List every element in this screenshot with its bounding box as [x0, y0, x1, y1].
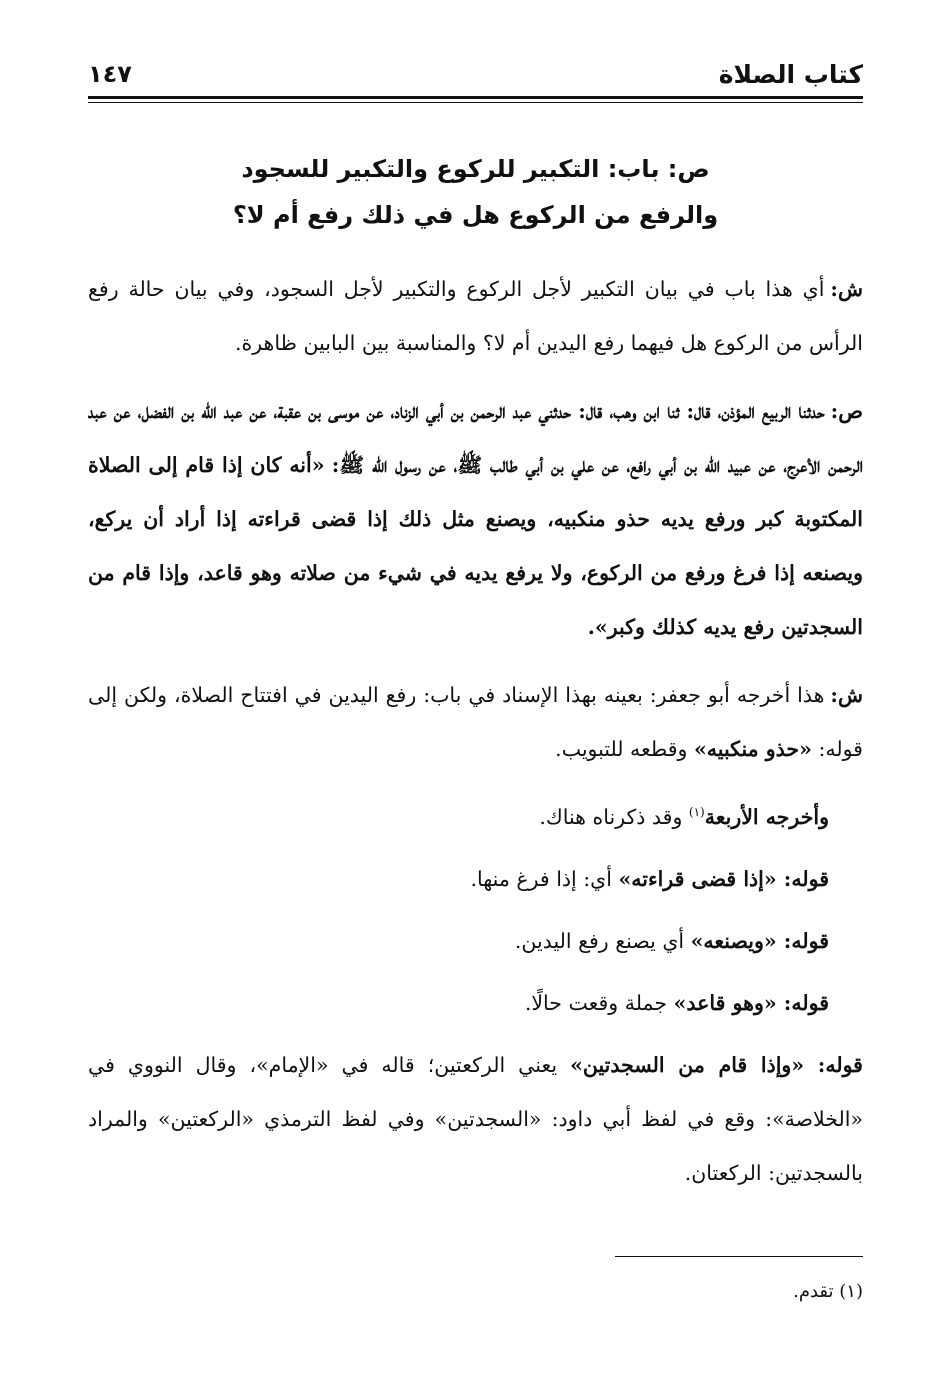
footnote: (١) تقدم. — [793, 1281, 863, 1302]
bold-phrase: وأخرجه الأربعة — [704, 805, 829, 829]
book-title: كتاب الصلاة — [718, 59, 863, 89]
footnote-ref: (١) — [688, 805, 705, 820]
header-rule-thick — [88, 96, 863, 99]
paragraph-text: وقد ذكرناه هناك. — [539, 805, 683, 829]
paragraph-text: جملة وقعت حالًا. — [524, 991, 668, 1015]
heading-line-2: والرفع من الركوع هل في ذلك رفع أم لا؟ — [232, 201, 719, 229]
paragraph-text: هذا أخرجه أبو جعفر: بعينه بهذا الإسناد في باب: رفع اليدين في افتتاح الصلاة، ولكن إلى قوله: — [88, 683, 863, 761]
paragraph-explanation-3 — [88, 976, 863, 1030]
bold-phrase: قوله: «ويصنعه» — [690, 929, 829, 953]
paragraph-commentary-1 — [88, 262, 863, 370]
quoted-phrase: «حذو منكبيه» — [693, 737, 812, 761]
commentary-marker: ش: — [830, 683, 863, 707]
paragraph-explanation-4 — [88, 1038, 863, 1200]
heading-line-1: ص: باب: التكبير للركوع والتكبير للسجود — [241, 155, 710, 183]
paragraph-explanation-2 — [88, 914, 863, 968]
page-number: ١٤٧ — [88, 60, 132, 88]
hadith-quote: «أنه كان إذا قام إلى الصلاة المكتوبة كبر ورفع يديه حذو منكبيه، ويصنع مثل ذلك إذا قضى قراءته إذا أراد أن يركع، ويصنعه إذا فرغ ورفع من الركوع، ولا يرفع يديه في شيء من صلاته وهو قاعد، وإذا قام من السجدتين رفع يديه كذلك وكبر». — [88, 453, 863, 639]
paragraph-transmission — [88, 790, 863, 844]
footnote-divider — [615, 1256, 863, 1257]
bold-phrase: قوله: «وإذا قام من السجدتين» — [570, 1053, 863, 1077]
bold-phrase: قوله: «وهو قاعد» — [673, 991, 829, 1015]
paragraph-text: أي هذا باب في بيان التكبير لأجل الركوع والتكبير لأجل السجود، وفي بيان حالة رفع الرأس من الركوع هل فيهما رفع اليدين أم لا؟ والمناسبة بين البابين ظاهرة. — [88, 277, 863, 355]
main-text — [88, 262, 863, 1214]
paragraph-commentary-2 — [88, 668, 863, 776]
chapter-heading — [88, 146, 863, 238]
hadith-chain: حدثنا الربيع المؤذن، قال: ثنا ابن وهب، قال: حدثني عبد الرحمن بن أبي الزناد، عن موسى بن عقبة، عن عبد الله بن الفضل، عن عبد الرحمن الأعرج، عن عبيد الله بن أبي رافع، عن علي بن أبي طالب ﷺ، عن رسول الله ﷺ: — [88, 399, 863, 477]
page-header — [88, 54, 863, 94]
paragraph-text: يعني الركعتين؛ قاله في «الإمام»، وقال النووي في «الخلاصة»: وقع في لفظ أبي داود: «السجدتين» وفي لفظ الترمذي «الركعتين» والمراد بالسجدتين: الركعتان. — [88, 1053, 863, 1185]
paragraph-text: وقطعه للتبويب. — [555, 737, 688, 761]
paragraph-text: أي يصنع رفع اليدين. — [514, 929, 685, 953]
header-rule-thin — [88, 102, 863, 103]
bold-phrase: قوله: «إذا قضى قراءته» — [618, 867, 829, 891]
paragraph-hadith — [88, 384, 863, 654]
text-marker: ص: — [830, 399, 863, 423]
paragraph-explanation-1 — [88, 852, 863, 906]
commentary-marker: ش: — [830, 277, 863, 301]
book-page — [88, 40, 863, 1340]
paragraph-text: أي: إذا فرغ منها. — [470, 867, 612, 891]
